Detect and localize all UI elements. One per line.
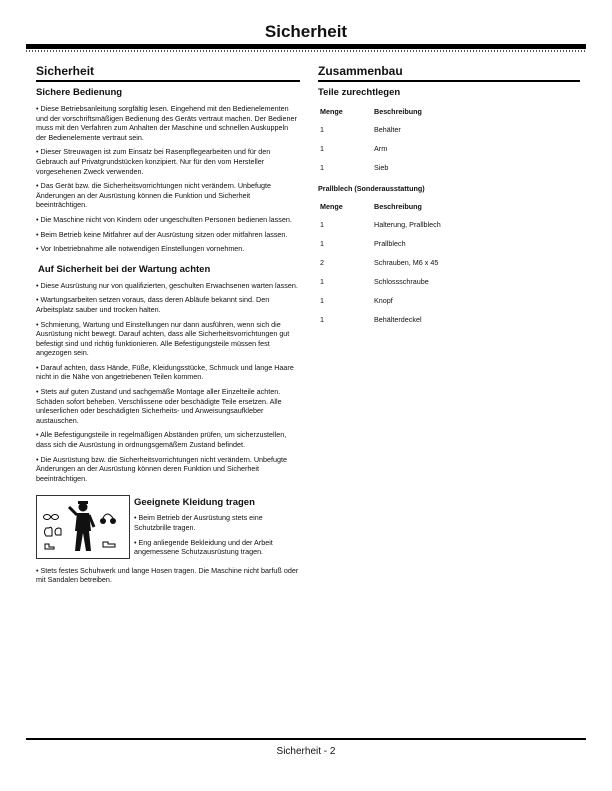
bullet: • Das Gerät bzw. die Sicherheitsvorrichtungen nicht verändern. Unbefugte Änderungen an der Ausrüstung können die Funktion und Sicherheit beeinträchtigen. bbox=[36, 181, 272, 210]
dotted-rule bbox=[26, 50, 586, 52]
column-header-menge: Menge bbox=[320, 201, 343, 211]
bullet: • Diese Betriebsanleitung sorgfältig lesen. Eingehend mit den Bedienelementen und der vorschriftsmäßigen Bedienung des Geräts vertraut machen. Der Bediener muss mit den Verfahren zum Anhalten der Maschine und schnellen Auskuppeln der Bedienelemente vertraut sein. bbox=[36, 104, 297, 142]
bullet: • Beim Betrieb der Ausrüstung stets eine Schutzbrille tragen. bbox=[134, 513, 263, 532]
subheading-teile: Teile zurechtlegen bbox=[318, 87, 401, 98]
bullet: • Beim Betrieb keine Mitfahrer auf der Ausrüstung sitzen oder mitfahren lassen. bbox=[36, 229, 288, 239]
bullet: • Eng anliegende Bekleidung und der Arbeit angemessene Schutzausrüstung tragen. bbox=[134, 537, 273, 557]
protective-clothing-block bbox=[36, 495, 300, 561]
table-header-row bbox=[318, 106, 578, 124]
left-column bbox=[36, 58, 300, 590]
protective-clothing-illustration bbox=[36, 495, 130, 559]
bullet: • Wartungsarbeiten setzen voraus, dass deren Abläufe bekannt sind. Den Arbeitsplatz sauber und trocken halten. bbox=[36, 295, 270, 314]
cell-menge: 1 bbox=[320, 276, 324, 286]
cell-menge: 2 bbox=[320, 257, 324, 267]
cell-menge: 1 bbox=[320, 314, 324, 324]
cell-beschreibung: Behälter bbox=[374, 124, 401, 134]
bullet: • Schmierung, Wartung und Einstellungen nur dann ausführen, wenn sich die Ausrüstung nicht bewegt. Darauf achten, dass alle Sicherheitsvorrichtungen gut befestigt sind und richtig funktionieren. Alle Befestigungsteile müssen fest angezogen sein. bbox=[36, 319, 290, 358]
prallblech-caption: Prallblech (Sonderausstattung) bbox=[318, 184, 425, 193]
bullet: • Stets auf guten Zustand und sachgemäße Montage aller Einzelteile achten. Schäden sofort beheben. Verschlissene oder beschädigte Teile ersetzen. Alle unleserlichen oder beschädigten Sicherheits- und Anweisungsaufkleber austauschen. bbox=[36, 387, 282, 425]
table-row bbox=[318, 257, 578, 276]
column-header-menge: Menge bbox=[320, 106, 343, 116]
cell-beschreibung: Schrauben, M6 x 45 bbox=[374, 257, 439, 267]
title-rule bbox=[26, 44, 586, 49]
protective-gear-icon bbox=[37, 496, 129, 558]
table-row bbox=[318, 124, 578, 143]
bullet: • Diese Ausrüstung nur von qualifizierten, geschulten Erwachsenen warten lassen. bbox=[36, 280, 298, 290]
table-row bbox=[318, 295, 578, 314]
subheading-sichere-bedienung: Sichere Bedienung bbox=[36, 87, 123, 98]
cell-beschreibung: Prallblech bbox=[374, 238, 406, 248]
subheading-kleidung: Geeignete Kleidung tragen bbox=[134, 497, 255, 509]
cell-menge: 1 bbox=[320, 295, 324, 305]
cell-beschreibung: Behälterdeckel bbox=[374, 314, 422, 324]
cell-menge: 1 bbox=[320, 124, 324, 134]
cell-menge: 1 bbox=[320, 238, 324, 248]
parts-table bbox=[318, 106, 578, 181]
column-header-beschreibung: Beschreibung bbox=[374, 201, 422, 211]
bullet: • Dieser Streuwagen ist zum Einsatz bei Rasenpflegearbeiten und für den Gebrauch auf Privatgrundstücken konzipiert. Nur für den vom Hersteller vorgesehenen Zweck verwenden. bbox=[36, 147, 271, 176]
bullet: • Vor Inbetriebnahme alle notwendigen Einstellungen vornehmen. bbox=[36, 244, 245, 254]
cell-beschreibung: Arm bbox=[374, 143, 388, 153]
table-row bbox=[318, 238, 578, 257]
bullet: • Die Ausrüstung bzw. die Sicherheitsvorrichtungen nicht verändern. Unbefugte Änderungen an der Ausrüstung können deren Funktion und Sicherheit beeinträchtigen. bbox=[36, 454, 288, 483]
cell-beschreibung: Halterung, Prallblech bbox=[374, 219, 441, 229]
table-row bbox=[318, 162, 578, 181]
bullet: • Darauf achten, dass Hände, Füße, Kleidungsstücke, Schmuck und lange Haare nicht in die Nähe von angetriebenen Teilen kommen. bbox=[36, 362, 294, 382]
table-row bbox=[318, 276, 578, 295]
table-row bbox=[318, 314, 578, 333]
cell-beschreibung: Knopf bbox=[374, 295, 393, 305]
table-header-row bbox=[318, 201, 578, 219]
cell-beschreibung: Schlossschraube bbox=[374, 276, 429, 286]
page-title: Sicherheit bbox=[264, 22, 348, 41]
prallblech-table bbox=[318, 201, 578, 333]
section-heading-zusammenbau: Zusammenbau bbox=[318, 58, 580, 82]
bullet: • Die Maschine nicht von Kindern oder ungeschulten Personen bedienen lassen. bbox=[36, 214, 292, 224]
cell-beschreibung: Sieb bbox=[374, 162, 389, 172]
section-heading-sicherheit: Sicherheit bbox=[36, 58, 300, 82]
footer-rule bbox=[26, 738, 586, 740]
page-footer: Sicherheit - 2 bbox=[276, 746, 336, 757]
column-header-beschreibung: Beschreibung bbox=[374, 106, 422, 116]
right-column bbox=[318, 58, 580, 333]
table-row bbox=[318, 219, 578, 238]
subheading-wartung: Auf Sicherheit bei der Wartung achten bbox=[38, 263, 211, 275]
cell-menge: 1 bbox=[320, 162, 324, 172]
cell-menge: 1 bbox=[320, 143, 324, 153]
bullet: • Stets festes Schuhwerk und lange Hosen tragen. Die Maschine nicht barfuß oder mit Sandalen betreiben. bbox=[36, 565, 299, 585]
protective-clothing-text bbox=[134, 495, 300, 561]
bullet: • Alle Befestigungsteile in regelmäßigen Abständen prüfen, um sicherzustellen, dass sich die Ausrüstung in ordnungsgemäßem Zustand befindet. bbox=[36, 430, 287, 450]
table-row bbox=[318, 143, 578, 162]
cell-menge: 1 bbox=[320, 219, 324, 229]
